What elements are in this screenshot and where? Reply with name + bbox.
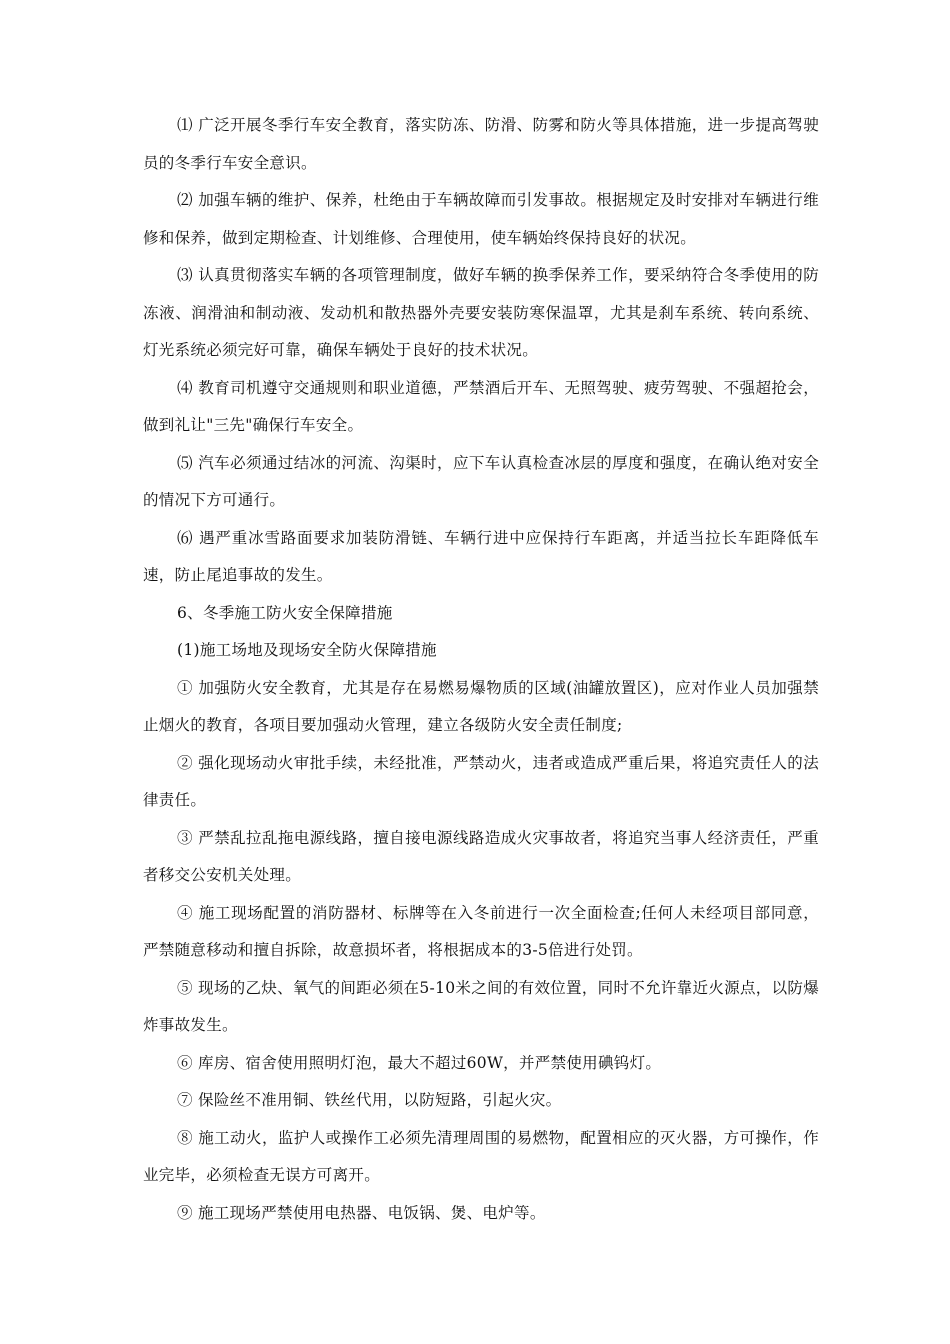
paragraph-fire-4: ④ 施工现场配置的消防器材、标牌等在入冬前进行一次全面检查;任何人未经项目部同意，严禁随意移动和擅自拆除，故意损坏者，将根据成本的3-5倍进行处罚。 xyxy=(143,903,819,959)
paragraph-vehicle-2: ⑵ 加强车辆的维护、保养，杜绝由于车辆故障而引发事故。根据规定及时安排对车辆进行维修和保养，做到定期检查、计划维修、合理使用，使车辆始终保持良好的状况。 xyxy=(143,191,819,247)
document-body xyxy=(143,107,819,1232)
paragraph-fire-8: ⑧ 施工动火，监护人或操作工必须先清理周围的易燃物，配置相应的灭火器，方可操作，作业完毕，必须检查无误方可离开。 xyxy=(143,1128,819,1184)
paragraph-fire-1: ① 加强防火安全教育，尤其是存在易燃易爆物质的区域(油罐放置区)，应对作业人员加强禁止烟火的教育，各项目要加强动火管理，建立各级防火安全责任制度; xyxy=(143,678,819,734)
paragraph-fire-3: ③ 严禁乱拉乱拖电源线路，擅自接电源线路造成火灾事故者，将追究当事人经济责任，严重者移交公安机关处理。 xyxy=(143,828,819,884)
subsection-heading: (1)施工场地及现场安全防火保障措施 xyxy=(177,641,437,659)
paragraph-vehicle-3: ⑶ 认真贯彻落实车辆的各项管理制度，做好车辆的换季保养工作，要采纳符合冬季使用的防冻液、润滑油和制动液、发动机和散热器外壳要安装防寒保温罩，尤其是刹车系统、转向系统、灯光系统必须完好可靠，确保车辆处于良好的技术状况。 xyxy=(143,266,819,359)
paragraph-fire-2: ② 强化现场动火审批手续，未经批准，严禁动火，违者或造成严重后果，将追究责任人的法律责任。 xyxy=(143,753,819,809)
paragraph-vehicle-1: ⑴ 广泛开展冬季行车安全教育，落实防冻、防滑、防雾和防火等具体措施，进一步提高驾驶员的冬季行车安全意识。 xyxy=(143,116,819,172)
paragraph-vehicle-4: ⑷ 教育司机遵守交通规则和职业道德，严禁酒后开车、无照驾驶、疲劳驾驶、不强超抢会，做到礼让"三先"确保行车安全。 xyxy=(143,378,819,434)
paragraph-fire-7: ⑦ 保险丝不准用铜、铁丝代用，以防短路，引起火灾。 xyxy=(177,1091,562,1109)
paragraph-fire-5: ⑤ 现场的乙炔、氧气的间距必须在5-10米之间的有效位置，同时不允许靠近火源点，以防爆炸事故发生。 xyxy=(143,978,819,1034)
paragraph-vehicle-6: ⑹ 遇严重冰雪路面要求加装防滑链、车辆行进中应保持行车距离，并适当拉长车距降低车速，防止尾追事故的发生。 xyxy=(143,528,819,584)
paragraph-fire-9: ⑨ 施工现场严禁使用电热器、电饭锅、煲、电炉等。 xyxy=(177,1203,546,1222)
paragraph-fire-6: ⑥ 库房、宿舍使用照明灯泡，最大不超过60W，并严禁使用碘钨灯。 xyxy=(177,1053,662,1072)
section-heading: 6、冬季施工防火安全保障措施 xyxy=(177,603,393,622)
paragraph-vehicle-5: ⑸ 汽车必须通过结冰的河流、沟渠时，应下车认真检查冰层的厚度和强度，在确认绝对安全的情况下方可通行。 xyxy=(143,453,819,509)
